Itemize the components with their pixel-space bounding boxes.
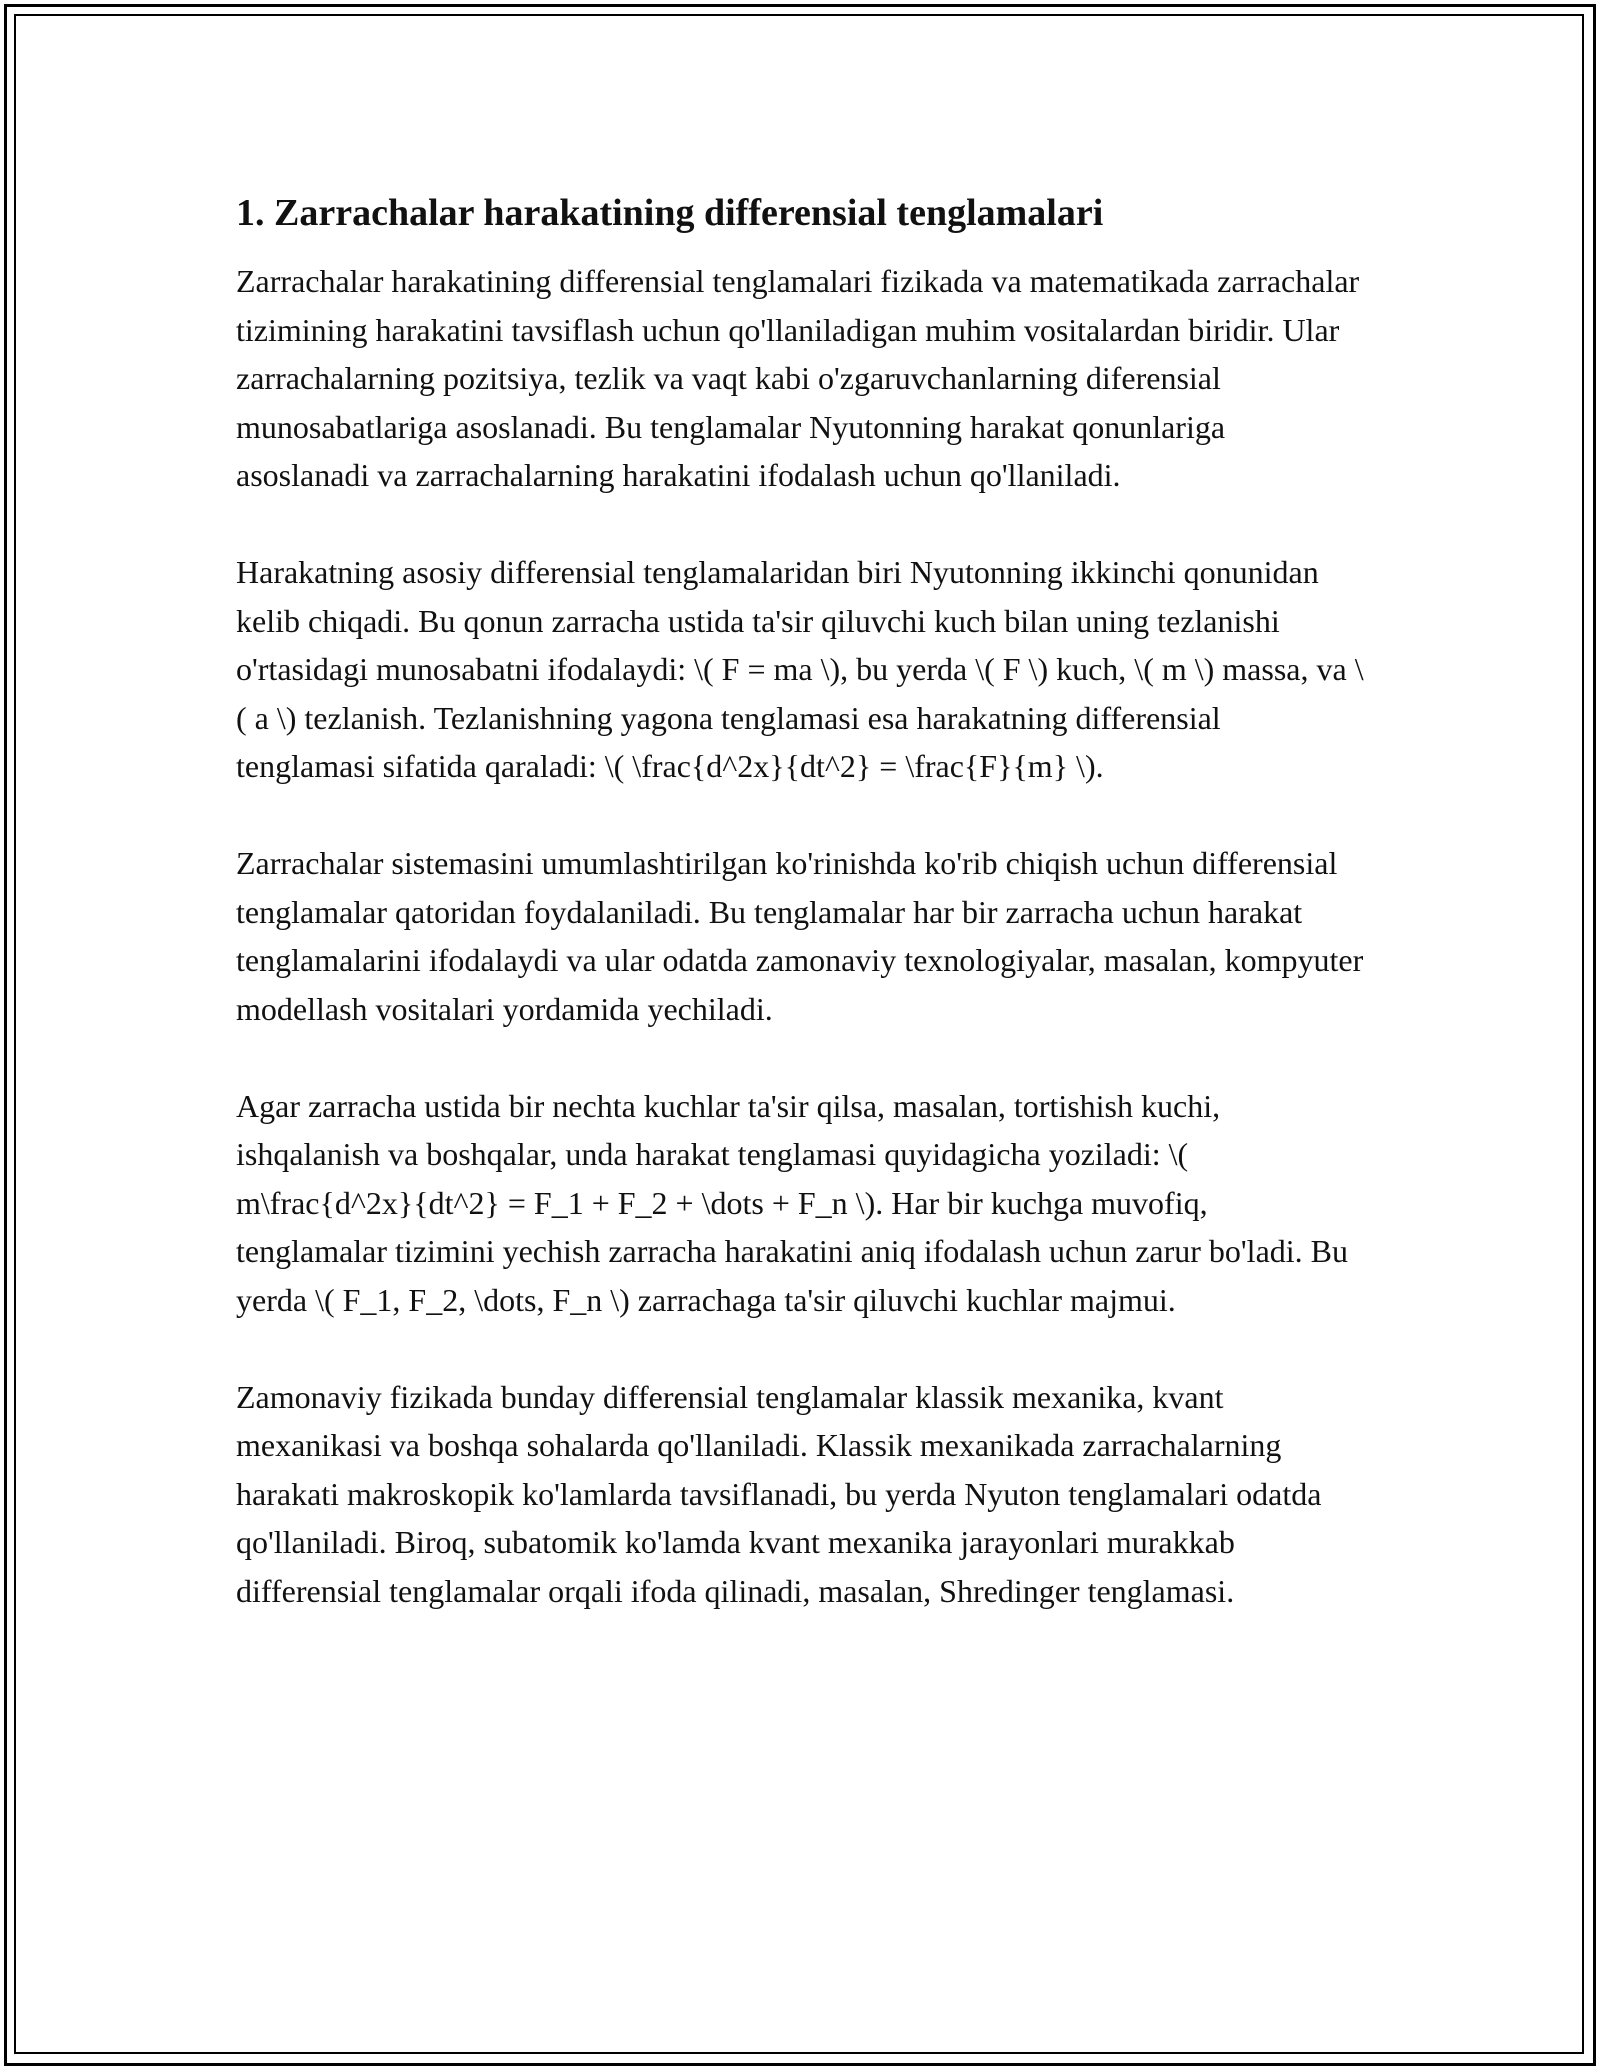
section-heading: 1. Zarrachalar harakatining differensial tenglamalari xyxy=(236,192,1104,234)
paragraph-1: Zarrachalar harakatining differensial tenglamalari fizikada va matematikada zarrachalar tizimining harakatini tavsiflash uchun qo'llaniladigan muhim vositalardan biridir. Ular zarrachalarning pozitsiya, tezlik va vaqt kabi o'zgaruvchanlarning diferensial munosabatlariga asoslanadi. Bu tenglamalar Nyutonning harakat qonunlariga asoslanadi va zarrachalarning harakatini ifodalash uchun qo'llaniladi. xyxy=(236,263,1360,493)
paragraph-2: Harakatning asosiy differensial tenglamalaridan biri Nyutonning ikkinchi qonunidan kelib chiqadi. Bu qonun zarracha ustida ta'sir qiluvchi kuch bilan uning tezlanishi o'rtasidagi munosabatni ifodalaydi: \( F = ma \), bu yerda \( F \) kuch, \( m \) massa, va \( a \) tezlanish. Tezlanishning yagona tenglamasi esa harakatning differensial tenglamasi sifatida qaraladi: \( \frac{d^2x}{dt^2} = \frac{F}{m} \). xyxy=(236,554,1364,784)
paragraph-3: Zarrachalar sistemasini umumlashtirilgan ko'rinishda ko'rib chiqish uchun differensial tenglamalar qatoridan foydalaniladi. Bu tenglamalar har bir zarracha uchun harakat tenglamalarini ifodalaydi va ular odatda zamonaviy texnologiyalar, masalan, kompyuter modellash vositalari yordamida yechiladi. xyxy=(236,845,1364,1027)
paragraph-5: Zamonaviy fizikada bunday differensial tenglamalar klassik mexanika, kvant mexanikasi va boshqa sohalarda qo'llaniladi. Klassik mexanikada zarrachalarning harakati makroskopik ko'lamlarda tavsiflanadi, bu yerda Nyuton tenglamalari odatda qo'llaniladi. Biroq, subatomik ko'lamda kvant mexanika jarayonlari murakkab differensial tenglamalar orqali ifoda qilinadi, masalan, Shredinger tenglamasi. xyxy=(236,1378,1322,1609)
paragraph-4: Agar zarracha ustida bir nechta kuchlar ta'sir qilsa, masalan, tortishish kuchi, ishqalanish va boshqalar, unda harakat tenglamasi quyidagicha yoziladi: \( m\frac{d^2x}{dt^2} = F_1 + F_2 + \dots + F_n \). Har bir kuchga muvofiq, tenglamalar tizimini yechish zarracha harakatini aniq ifodalash uchun zarur bo'ladi. Bu yerda \( F_1, F_2, \dots, F_n \) zarrachaga ta'sir qiluvchi kuchlar majmui. xyxy=(236,1087,1348,1318)
document-body xyxy=(236,187,1366,1664)
